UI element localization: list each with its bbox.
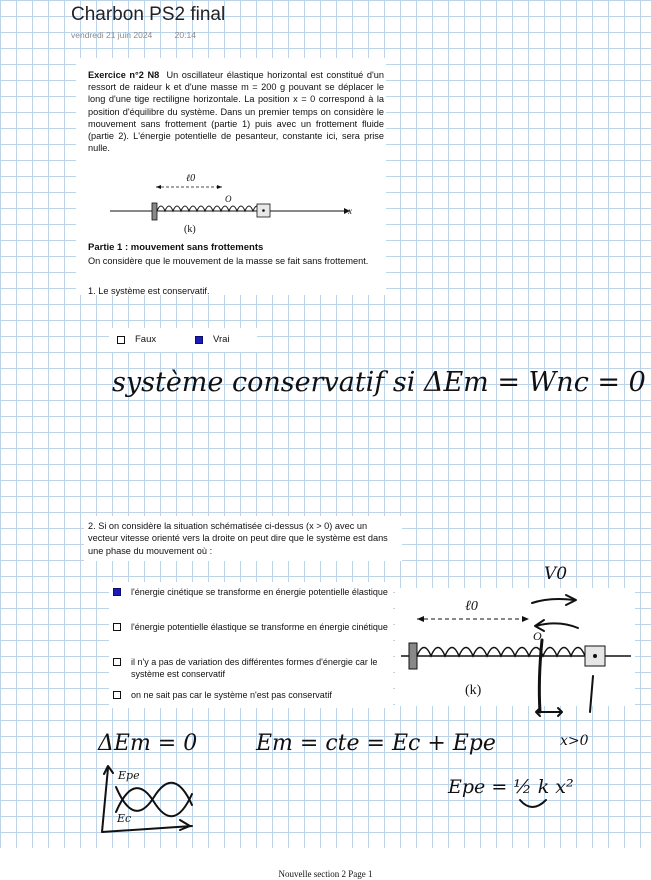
figure2-k-label: (k): [465, 683, 482, 698]
page-time: 20:14: [174, 30, 196, 40]
q2-option-2-label: l'énergie potentielle élastique se transforme en énergie cinétique: [131, 622, 388, 632]
q2-option-4-label: on ne sait pas car le système n'est pas conservatif: [131, 690, 332, 700]
velocity-arrow: [532, 599, 574, 603]
q1-option-vrai-label: Vrai: [213, 334, 230, 345]
mark-line: [539, 640, 542, 712]
q1-option-faux-label: Faux: [135, 334, 157, 345]
question-2: 2. Si on considère la situation schématisée ci-dessus (x > 0) avec un vecteur vitesse orienté vers la droite on peut dire que le système est dans une phase du mouvement où :: [84, 516, 402, 561]
x-span-arrow: [536, 708, 562, 716]
exercise-statement: Un oscillateur élastique horizontal est constitué d'un ressort de raideur k et d'une masse m = 200 g pouvant se déplacer le long d'une tige rectiligne horizontale. La position x = 0 correspond à la position d'équilibre du système. Dans un premier temps on considère le mouvement sans frottement (partie 1) puis avec un frottement fluide (partie 2). L'énergie potentielle de pesanteur, constante ici, sera prise nulle.: [88, 70, 384, 154]
handwriting-conservatif: système conservatif si ΔEm = Wnc = 0: [112, 367, 646, 398]
part1-title: Partie 1 : mouvement sans frottements: [88, 242, 264, 253]
figure-k-label: (k): [184, 224, 196, 235]
graph-axes: [102, 768, 192, 832]
handwriting-graph-ec: Ec: [117, 812, 132, 825]
part1-text: On considère que le mouvement de la masse se fait sans frottement.: [88, 256, 369, 266]
figure-x-label: x: [348, 206, 352, 216]
handwriting-epe-formula: Epe = ½ k x²: [448, 776, 574, 798]
figure-l0-label: ℓ0: [186, 173, 196, 184]
figure2-origin-label: O: [533, 629, 542, 643]
q2-option-3-label: il n'y a pas de variation des différentes formes d'énergie car le système est conservatif: [131, 657, 378, 679]
figure-origin-label: O: [225, 194, 232, 204]
epe-underline: [520, 800, 546, 807]
handwriting-v0: V0: [544, 564, 568, 584]
figure2-l0-label: ℓ0: [465, 599, 478, 614]
q2-option-1-label: l'énergie cinétique se transforme en énergie potentielle élastique: [131, 587, 388, 597]
question-1: 1. Le système est conservatif.: [88, 286, 210, 296]
handwriting-delta-em: ΔEm = 0: [98, 731, 198, 756]
page-footer: Nouvelle section 2 Page 1: [278, 869, 373, 879]
mass-pointer: [590, 676, 593, 712]
exercise-label: Exercice n°2 N8: [88, 70, 160, 80]
handwriting-graph-epe: Epe: [118, 769, 140, 782]
energy-curve-1: [116, 783, 192, 811]
page-title: Charbon PS2 final: [71, 4, 226, 25]
page-date: vendredi 21 juin 2024: [71, 30, 153, 40]
handwriting-em-equation: Em = cte = Ec + Epe: [256, 731, 496, 756]
handwriting-x-positive: x>0: [560, 733, 589, 749]
return-arrow: [536, 623, 578, 628]
